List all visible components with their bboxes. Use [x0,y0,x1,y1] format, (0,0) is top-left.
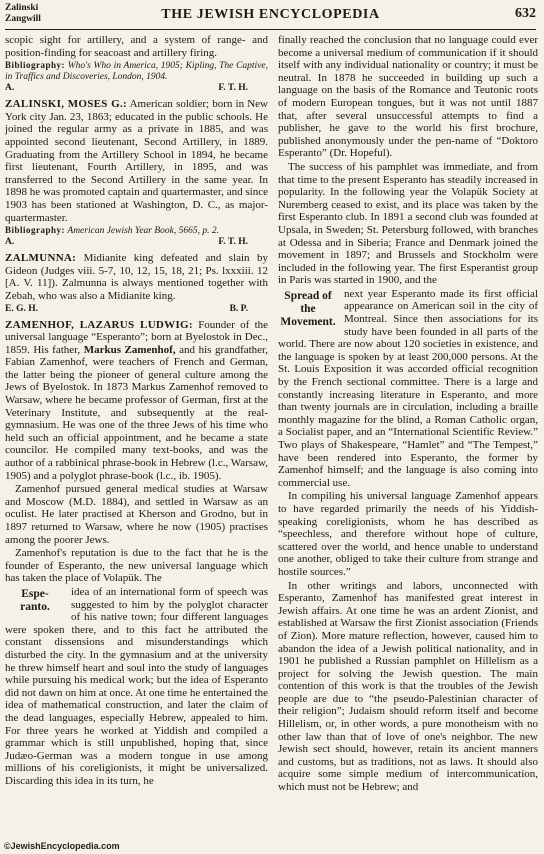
entry-text: Midianite king defeated and slain by Gideon (Judges viii. 5-7, 10, 12, 15, 18, 21; Ps. lxxxiii. 12 [A. V. 11]). Zalmunna is always mentioned together with Zebah, who was also a Midianite king. [5,252,268,302]
paragraph: Zamenhof's reputation is due to the fact that he is the founder of Esperanto, the new universal language which has taken the place of Volapük. The [5,547,268,585]
paragraph-continuation: scopic sight for artillery, and a system of range- and position-finding for seacoast and artillery firing. [5,34,268,59]
entry-text: Founder of the universal language “Esperanto”; born at Byelostok in Dec., 1859. His father, [5,318,269,356]
author-signature [5,83,268,94]
running-head-first: Zalinski [5,3,39,13]
bibliography [5,60,268,83]
paragraph: next year Esperanto made its first official appearance on American soil in the city of Montreal. Since then associations for its study have been founded in all parts of the world. There are now about 120 societies in existence, and the language is spoken by at least 200,000 persons. At the St. Louis Exposition it was accorded official recognition by the French sectional committee. There is a large and constantly increasing literature in Esperanto, and more than twenty journals are in circulation, including a braille monthly magazine for the blind, a Roman Catholic organ, a Socialist paper, and an “International Scientific Review.” Two plays of Shakespeare, “Hamlet” and “The Tempest,” have been rendered into Esperanto, the former by Zamenhof himself; and the language is also coming into commercial use. [278,287,538,489]
bibliography-label: Bibliography: [5,225,66,236]
side-heading-line: the [300,302,316,315]
paragraph: The success of his pamphlet was immediate, and from that time to the present Esperanto has steadily increased in popularity. In the following year the Volapük Society at Nuremberg ceased to exist, and its place was taken by the first Esperanto club. In 1891 a second club was founded at Upsala, in Sweden; St. Petersburg followed, with branches at Odessa and in Siberia; France and Denmark joined the movement in 1897; and Brussels and Stockholm were included in the following year. The first Esperantist group in Paris was started in 1900, and the [278,160,538,287]
paragraph: In other writings and labors, unconnected with Esperanto, Zamenhof has manifested great interest in Jewish affairs. At one time he was an ardent Zionist, and established at Warsaw the first Zionist association (Friends of Zion). More mature reflection, however, caused him to abandon the idea of a Jewish political nationality, and in 1901 he published a Russian pamphlet on Hillelism as a project for solving the Jewish question. The main contention of this work is that the troubles of the Jewish people are due to “the pseudo-Palestinian character of their religion”; Judaism should reform itself and become Hillelism, or, in other words, a pure monotheism with no other law than that of love of one's neighbor. The new Jewish sect should, however, retain its ancient manners and customs, but as traditions, not as laws. It should also acquire some simple medium of intercommunication, which must not be Hebrew; and [278,579,538,794]
signature-left: A. [5,237,15,248]
side-heading-line: Movement. [280,315,336,328]
article-zalmunna [5,252,268,302]
side-heading [5,588,65,614]
paragraph-continuation: finally reached the conclusion that no language could ever become a universal medium of communication if it should itself with any individual nationality or country; it must be neutral. In 1878 he succeeded in building up such a language on the basis of the Romance and Teutonic roots of modern European tongues, but it was not until 1887 that, after several unsuccessful attempts to find a publisher, he gave to the world his first brochure, published anonymously under the pen-name of “Doktoro Esperanto” (Dr. Hopeful). [278,34,538,160]
bibliography-text: Who's Who in America, 1905; Kipling, The Captive, in Traffics and Discoveries, London, 1904. [5,61,268,83]
page-title: THE JEWISH ENCYCLOPEDIA [161,7,380,22]
running-head-last: Zangwill [5,13,41,24]
entry-heading: ZAMENHOF, LAZARUS LUDWIG: [5,318,193,331]
paragraph: idea of an international form of speech was suggested to him by the polyglot character of his native town; four different languages were spoken there, and to this fact he attributed the constant dissensions and misunderstandings which disturbed the city. In the gymnasium and at the university he threw himself heart and soul into the study of languages while pursuing his medical work; but the idea of Esperanto did not dawn on him at once. At one time he entertained the idea of mathematical construction, and later the claim of the dead languages, especially Hebrew, appealed to him. For three years he worked at Yiddish and compiled a grammar which is still unpublished, hoping that, since Judæo-German was a modern tongue in use among millions of his coreligionists, it might be universalized. Discarding this idea in its turn, he [5,585,269,787]
paragraph: In compiling his universal language Zamenhof appears to have regarded primarily the needs of his Yiddish-speaking coreligionists, whom he has described as “speechless, and therefore without hope of culture, scattered over the world, and hence unable to understand one another, obliged to take their culture from strange and hostile sources.” [278,490,538,578]
article-zalinski [5,98,268,224]
side-heading-line: Spread of [284,289,332,302]
side-heading [278,290,338,329]
left-column [5,34,268,788]
signature-right: F. T. H. [218,237,248,248]
right-column [278,34,538,795]
entry-heading: ZALINSKI, MOSES G.: [5,98,128,111]
signature-left: A. [5,83,15,94]
side-heading-line: ranto. [20,600,50,613]
entry-heading: ZALMUNNA: [5,252,77,265]
cross-reference: Markus Zamenhof, [83,343,176,356]
article-zamenhof [5,319,268,483]
bibliography [5,225,268,237]
signature-left: E. G. H. [5,303,38,314]
side-heading-line: Espe- [21,587,49,600]
entry-text: American soldier; born in New York city Jan. 23, 1863; educated in the public schools. He joined the regular army as a private in 1885, and was appointed second lieutenant, Second Artillery, in 1889. Graduating from the Artillery School in 1894, he became first lieutenant, Fourth Artillery, in 1895, and was transferred to the Second Artillery in the same year. In 1898 he was promoted captain and quartermaster, and since 1903 has been stationed at Washington, D. C., as major-quartermaster. [5,98,268,224]
page-number: 632 [515,6,536,21]
bibliography-label: Bibliography: [5,60,66,71]
signature-right: F. T. H. [218,83,248,94]
running-header [5,3,536,30]
author-signature [5,304,268,315]
entry-text: and his grandfather, Fabian Zamenhof, were teachers of French and German, the latter being the pioneer of general culture among the Jews of Byelostok. In 1873 Markus Zamenhof removed to Warsaw, where he became professor of German, first at the Veterinary Institute, and subsequently at the real-gymnasium. He was one of the three Jews of his time who held such an official appointment, and he became a state councilor. He compiled many text-books, and was the author of a rabbinical phrase-book in Hebrew (l.c., Warsaw, 1905) and a polyglot phrase-book (l.c., ib. 1905). [5,343,269,482]
paragraph: Zamenhof pursued general medical studies at Warsaw and Moscow (M.D. 1884), and settled in Warsaw as an oculist. He later practised at Kherson and Grodno, but in 1897 returned to Warsaw, where he now (1905) practises among the poorer Jews. [5,483,268,546]
copyright-footer: ©JewishEncyclopedia.com [4,841,120,851]
bibliography-text: American Jewish Year Book, 5665, p. 2. [67,226,220,237]
signature-right: B. P. [229,303,248,314]
author-signature [5,237,268,248]
